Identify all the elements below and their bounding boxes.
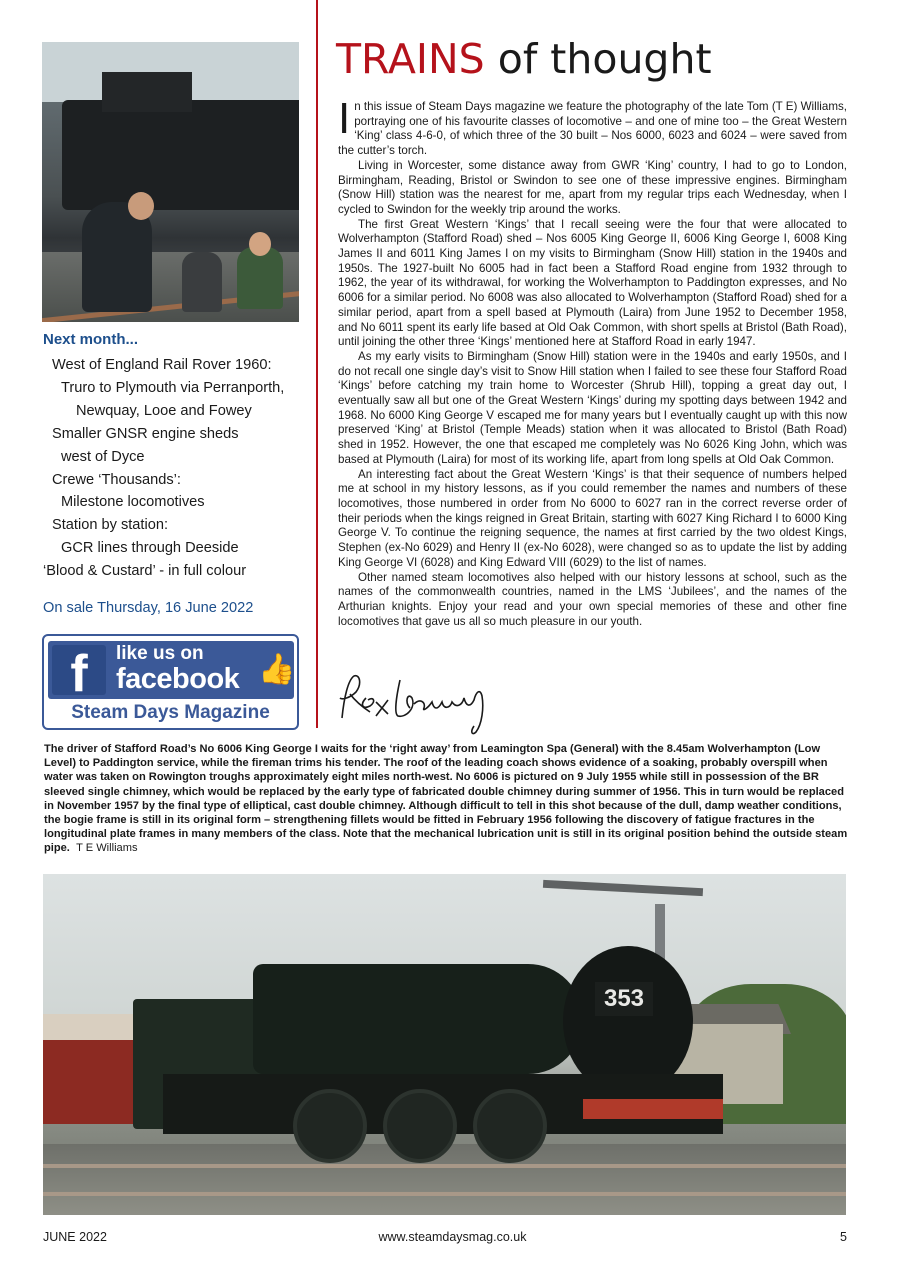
caption-text: The driver of Stafford Road’s No 6006 King George I waits for the ‘right away’ from Leamington Spa (General) with the 8.45am Wolverhampton (Low Level) to Paddington service, while the fireman trims his tender. The roof of the leading coach shows evidence of a soaking, probably overspill when water was taken on Rowington troughs approximately eight miles north-west. No 6006 is pictured on 9 July 1955 while still in possession of the BR sleeved single chimney, which would be replaced by the early type of fabricated double chimney during summer of 1956. This in turn would be replaced in November 1957 by the final type of elliptical, cast double chimney. Although difficult to tell in this shot because of the dull, damp weather conditions, the bogie frame is still in its original form – strengthening fillets would be fitted in February 1956 following the discovery of fatigue fractures in the longitudinal plate frames in many members of the class. Note that the mechanical lubrication unit is still in its original position behind the outside steam pipe.	[44, 743, 848, 855]
next-month-heading: Next month...	[43, 331, 139, 348]
facebook-logo-icon: f	[52, 645, 106, 695]
title-highlight: TRAINS	[336, 35, 485, 83]
column-divider	[316, 0, 318, 728]
photo-caption	[44, 742, 850, 856]
editorial-body	[338, 94, 847, 629]
next-month-item: Milestone locomotives	[61, 494, 205, 511]
page-title	[336, 36, 712, 82]
headcode-board: 353	[595, 982, 653, 1016]
next-month-item: Newquay, Looe and Fowey	[76, 402, 252, 419]
thumbs-up-icon: 👍	[258, 653, 296, 686]
footer-website[interactable]: www.steamdaysmag.co.uk	[378, 1230, 527, 1244]
next-month-item: Smaller GNSR engine sheds	[52, 425, 239, 442]
body-paragraph: An interesting fact about the Great Western ‘Kings’ is that their sequence of numbers helped me at school in my history lessons, as if you could remember the names and numbers of these locomotives, those numbered in order from No 6000 to 6027 ran in the correct reverse order of their periods when the kings reigned in Great Britain, starting with 6027 King Richard I to 6000 King George V. To continue the reigning sequence, the names at first carried by the two oldest Kings, Stephen (ex-No 6029) and Henry II (ex-No 6028), were changed so as to update the list by adding King George VI (6028) and King Edward VIII (6029) to the list of names.	[338, 467, 847, 569]
next-month-item: West of England Rail Rover 1960:	[52, 357, 272, 373]
facebook-like-text: like us on	[116, 643, 204, 664]
facebook-page-name: Steam Days Magazine	[71, 702, 270, 723]
body-paragraph: Living in Worcester, some distance away from GWR ‘King’ country, I had to go to London, Birmingham, Reading, Bristol or Swindon to see one of these impressive engines. Birmingham (Snow Hill) station was the nearest for me, apart from my regular trips each Wednesday, when I cycled to Swindon for the weekly trip around the works.	[338, 158, 847, 216]
next-month-item: west of Dyce	[61, 448, 145, 465]
drop-cap: I	[338, 94, 351, 143]
page-number: 5	[840, 1230, 847, 1244]
editor-signature	[330, 668, 500, 738]
next-month-item: Truro to Plymouth via Perranporth,	[61, 379, 285, 396]
body-paragraph: In this issue of Steam Days magazine we feature the photography of the late Tom (T E) Williams, portraying one of his favourite classes of locomotive – and one of mine too – the Great Western ‘King’ class 4-6-0, of which three of the 30 built – Nos 6000, 6023 and 6024 – were saved from the cutter’s torch.	[338, 94, 847, 158]
next-month-item: ‘Blood & Custard’ - in full colour	[43, 563, 247, 580]
body-paragraph: As my early visits to Birmingham (Snow Hill) station were in the 1940s and early 1950s, and I do not recall one single day’s visit to Snow Hill station when I failed to see these four Stafford Road ‘Kings’ before catching my train home to Worcester (Shrub Hill), topping a great day out, I eventually saw all but one of the Great Western ‘Kings’ during my spotting days between 1942 and 1968. No 6000 King George V escaped me for many years but I eventually caught up with this now preserved ‘King’ at Bristol (Temple Meads) station when it was allocated to Bristol (Bath Road) shed in 1952. However, the one that escaped me completely was No 6026 King John, which was based at Plymouth (Laira) for most of its working life, apart from long spells at Old Oak Common.	[338, 349, 847, 466]
next-month-item: Station by station:	[52, 517, 169, 534]
title-rest: of thought	[484, 35, 712, 83]
facebook-band	[48, 641, 296, 703]
driver-and-boys-photo	[42, 42, 299, 322]
king-george-locomotive-photo	[43, 874, 846, 1215]
facebook-wordmark: facebook	[116, 663, 240, 695]
next-month-list	[43, 354, 313, 583]
photo-credit: T E Williams	[76, 842, 138, 855]
body-paragraph: Other named steam locomotives also helped with our history lessons at school, such as the names of the commonwealth countries, named in the LMS ‘Jubilees’, and the names of the Arthurian knights. Enjoy your read and your own special memories of these and other fine locomotives that gave us all so much pleasure in our youth.	[338, 570, 847, 628]
next-month-item: GCR lines through Deeside	[61, 540, 239, 557]
facebook-banner[interactable]	[42, 634, 299, 730]
on-sale-date: On sale Thursday, 16 June 2022	[43, 600, 254, 616]
next-month-item: Crewe ‘Thousands’:	[52, 471, 181, 488]
footer-issue-date: JUNE 2022	[43, 1230, 107, 1244]
body-paragraph: The first Great Western ‘Kings’ that I recall seeing were the four that were allocated to Wolverhampton (Stafford Road) shed – Nos 6005 King George II, 6006 King George I, 6008 King James II and 6011 King James I on my visits to Birmingham (Snow Hill) station in the 1940s and 1950s. The 1927-built No 6005 had in fact been a Stafford Road engine from 1932 through to 1962, the year of its withdrawal, for working the Wolverhampton to Paddington expresses, and No 6006 for a similar period. No 6008 was also allocated to Wolverhampton (Stafford Road) shed for a similar period, apart from a spell based at Plymouth (Laira) from June 1952 to December 1958, and No 6011 spent its early life based at Old Oak Common, with short spells at Bristol (Bath Road), until joining the other three ‘Kings’ mentioned here at Stafford Road in early 1947.	[338, 217, 847, 349]
